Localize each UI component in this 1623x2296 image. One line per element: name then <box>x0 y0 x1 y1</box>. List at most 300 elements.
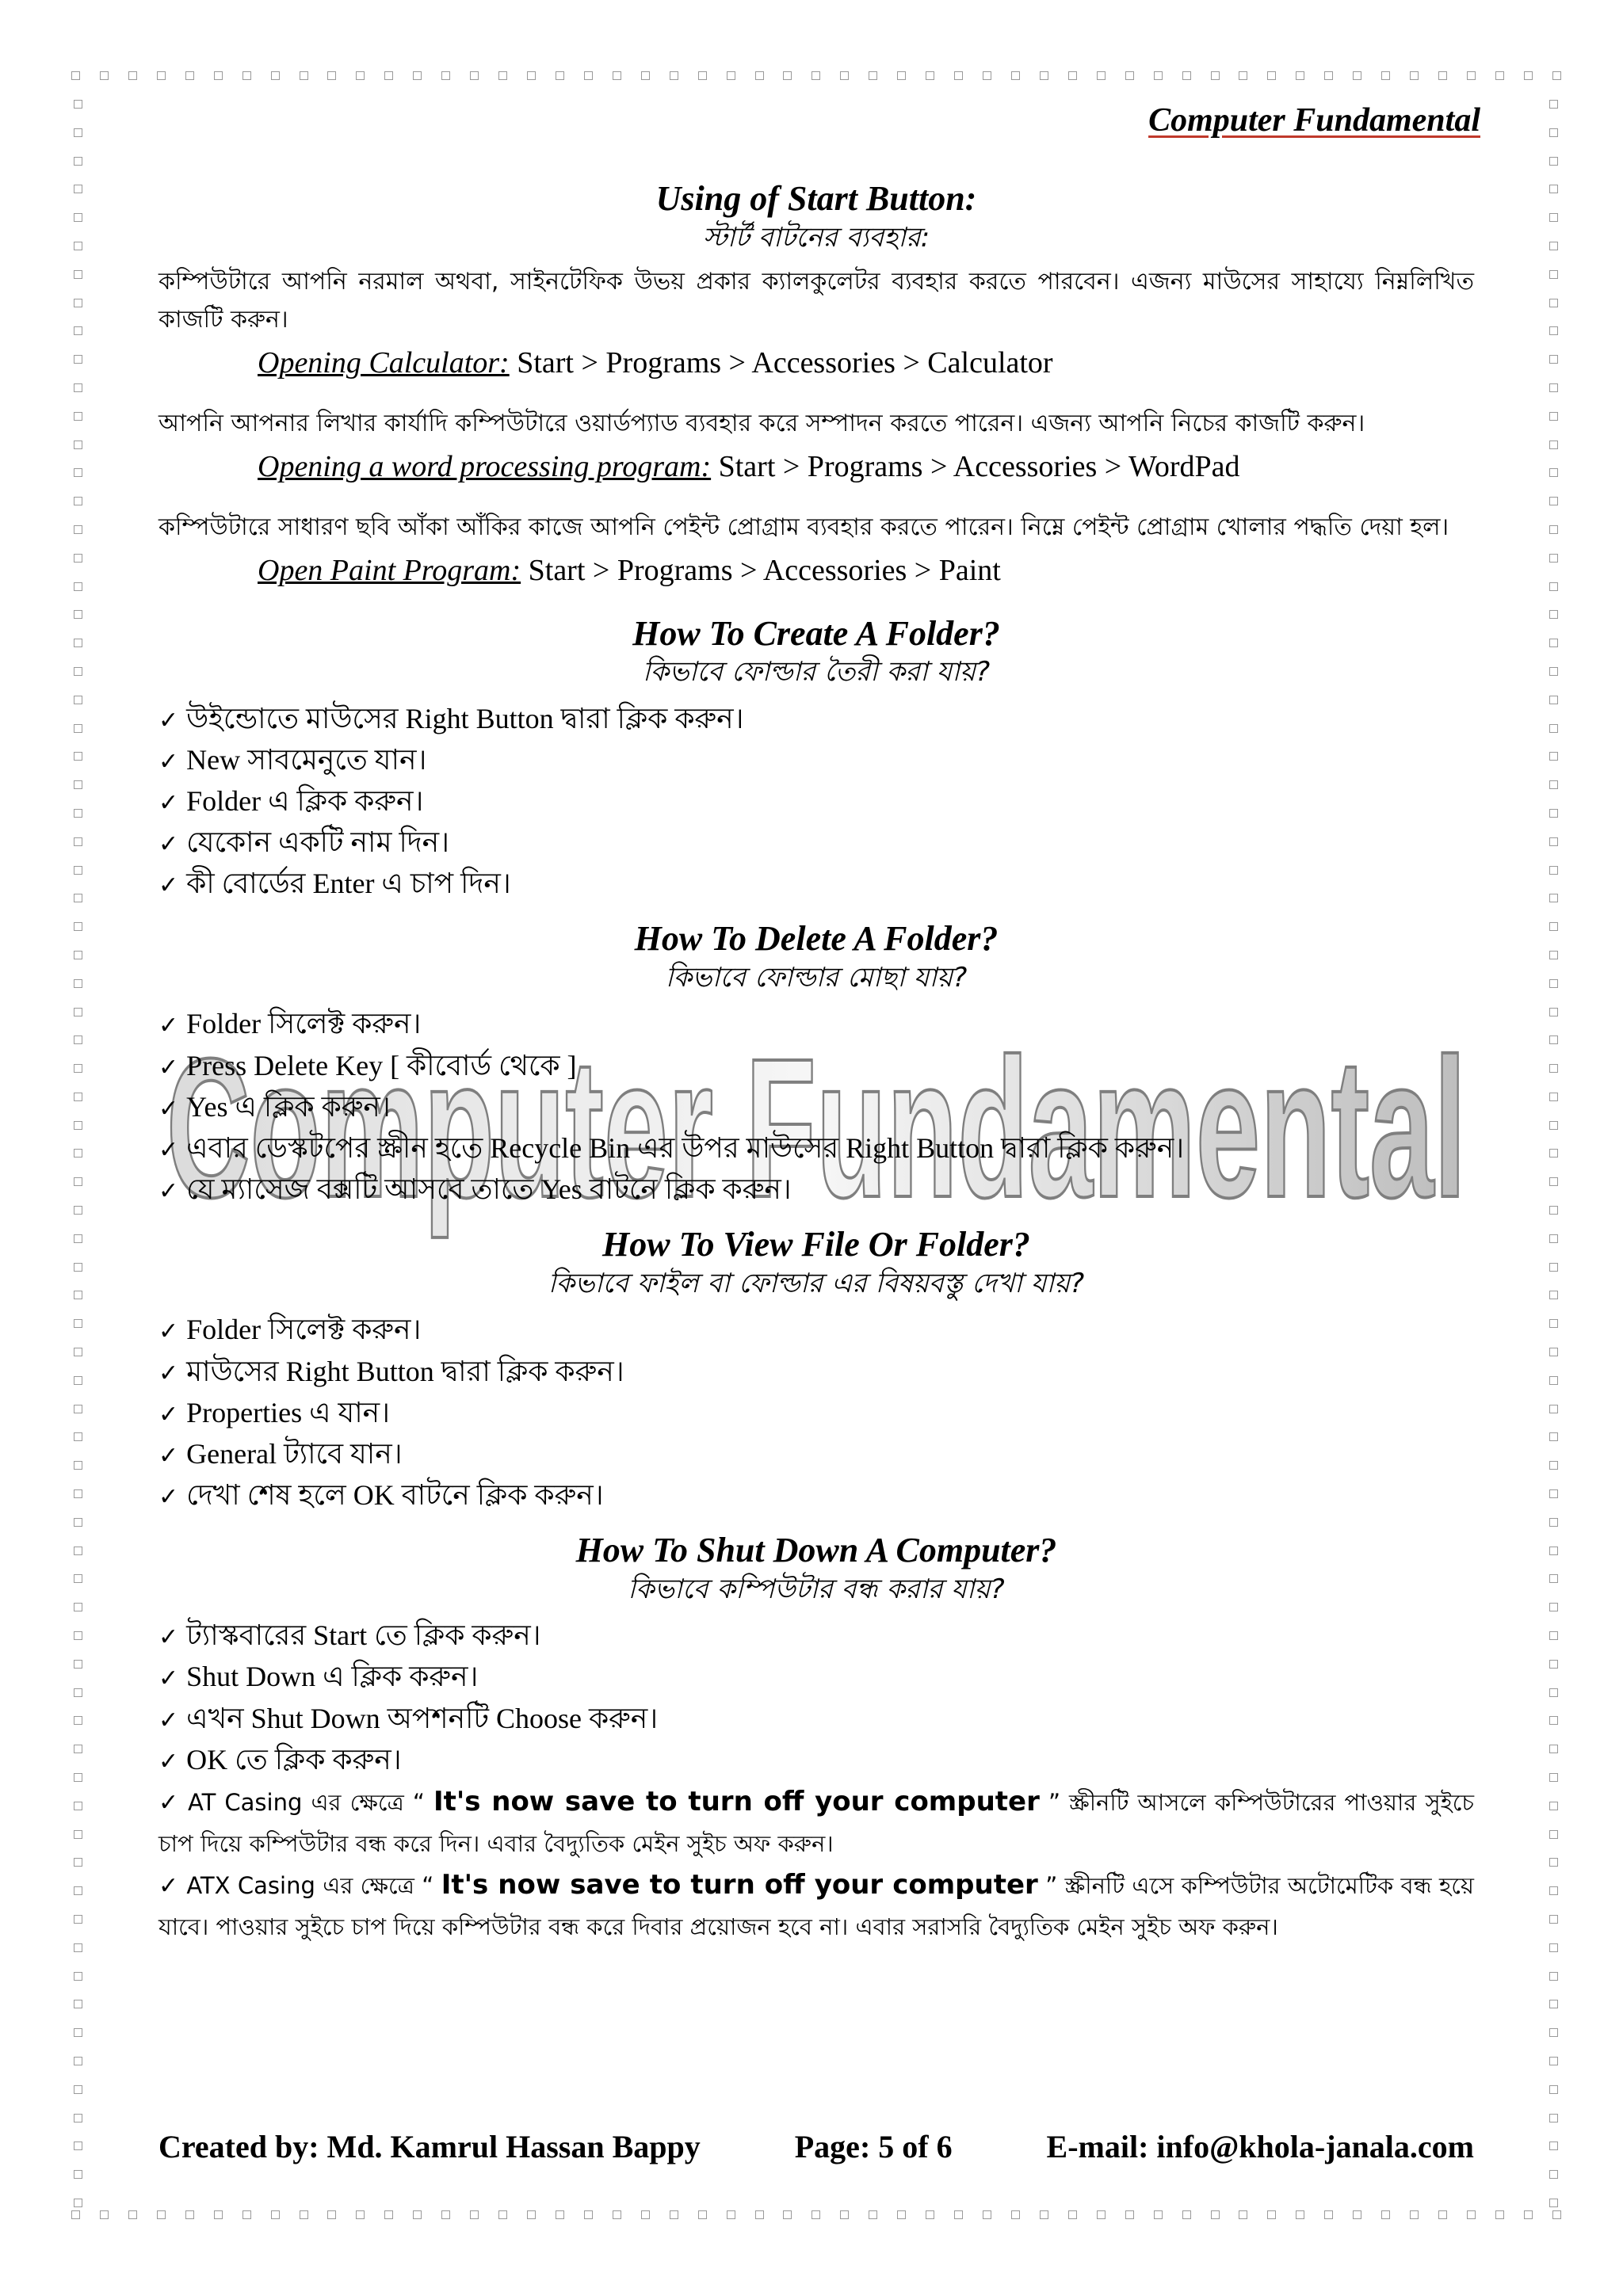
border-square <box>1438 2210 1447 2219</box>
border-square <box>1549 1008 1558 1016</box>
border-square <box>242 71 251 80</box>
border-square <box>1549 1432 1558 1441</box>
border-square <box>1182 2210 1191 2219</box>
border-square <box>1182 71 1191 80</box>
border-square <box>1549 809 1558 818</box>
border-square <box>926 71 934 80</box>
border-square <box>74 1915 82 1924</box>
border-square <box>1097 71 1106 80</box>
list-item: ✓ যেকোন একটি নাম দিন। <box>158 826 450 859</box>
border-square <box>74 497 82 505</box>
border-square <box>1549 412 1558 421</box>
list-item: ✓ Folder সিলেক্ট করুন। <box>158 1008 422 1040</box>
calculator-path-label: Opening Calculator: <box>258 345 510 379</box>
border-square <box>74 383 82 392</box>
border-square <box>128 71 137 80</box>
border-square <box>128 2210 137 2219</box>
border-square <box>74 1802 82 1810</box>
view-folder-title-bn: কিভাবে ফাইল বা ফোল্ডার এর বিষয়বস্তু দেখা যায়? <box>548 1268 1085 1300</box>
border-square <box>1549 696 1558 704</box>
page-border-right <box>1549 100 1560 2207</box>
border-square <box>74 157 82 166</box>
at-casing-message: It's now save to turn off your computer <box>433 1786 1040 1818</box>
border-square <box>1524 2210 1533 2219</box>
border-square <box>356 71 365 80</box>
border-square <box>74 2028 82 2037</box>
border-square <box>983 2210 991 2219</box>
list-item: ✓ উইন্ডোতে মাউসের Right Button দ্বারা ক্লিক করুন। <box>158 702 744 734</box>
check-icon: ✓ <box>158 1094 179 1123</box>
border-square <box>1549 2114 1558 2122</box>
border-square <box>556 71 564 80</box>
border-square <box>413 71 422 80</box>
border-square <box>74 2000 82 2008</box>
border-square <box>74 1660 82 1669</box>
border-square <box>1524 71 1533 80</box>
border-square <box>74 582 82 591</box>
check-icon: ✓ <box>158 788 179 817</box>
border-square <box>983 71 991 80</box>
border-square <box>74 2199 82 2207</box>
border-square <box>74 1348 82 1356</box>
border-square <box>214 71 223 80</box>
atx-casing-item <box>158 1863 1474 1946</box>
border-square <box>74 1121 82 1130</box>
border-square <box>527 2210 536 2219</box>
atx-casing-prefix: ATX Casing এর ক্ষেত্রে “ <box>186 1871 441 1899</box>
create-folder-title-bn: কিভাবে ফোল্ডার তৈরী করা যায়? <box>642 656 991 688</box>
border-square <box>300 71 308 80</box>
border-square <box>1549 2057 1558 2065</box>
check-icon: ✓ <box>158 1359 179 1387</box>
border-square <box>74 1745 82 1753</box>
border-square <box>74 270 82 279</box>
border-square <box>74 1773 82 1782</box>
border-square <box>783 71 792 80</box>
border-square <box>1267 71 1276 80</box>
border-square <box>869 71 877 80</box>
border-square <box>1549 1348 1558 1356</box>
check-icon: ✓ <box>158 830 179 859</box>
border-square <box>1549 326 1558 335</box>
list-item: ✓ General ট্যাবে যান। <box>158 1437 403 1470</box>
border-square <box>1495 2210 1504 2219</box>
border-square <box>1068 2210 1077 2219</box>
border-square <box>1552 71 1561 80</box>
border-square <box>1549 837 1558 846</box>
border-square <box>1549 100 1558 109</box>
border-square <box>1549 2000 1558 2008</box>
border-square <box>1549 2199 1558 2207</box>
check-icon: ✓ <box>158 1483 179 1512</box>
border-square <box>356 2210 365 2219</box>
border-square <box>1068 71 1077 80</box>
border-square <box>74 1008 82 1016</box>
check-icon: ✓ <box>158 1318 179 1346</box>
border-square <box>74 1177 82 1186</box>
border-square <box>1549 1263 1558 1272</box>
border-square <box>1467 2210 1476 2219</box>
border-square <box>783 2210 792 2219</box>
check-icon: ✓ <box>158 706 179 734</box>
border-square <box>1549 2028 1558 2037</box>
border-square <box>897 2210 906 2219</box>
list-item: ✓ Properties এ যান। <box>158 1396 391 1428</box>
border-square <box>1549 1631 1558 1640</box>
check-icon: ✓ <box>158 1136 179 1165</box>
header-title: Computer Fundamental <box>1148 102 1480 139</box>
border-square <box>74 1461 82 1470</box>
border-square <box>1549 1886 1558 1895</box>
border-square <box>613 71 621 80</box>
check-icon: ✓ <box>158 1665 179 1693</box>
shutdown-section <box>158 1530 1474 1946</box>
border-square <box>1549 554 1558 563</box>
check-icon: ✓ <box>158 1012 179 1040</box>
border-square <box>74 355 82 364</box>
border-square <box>74 780 82 789</box>
border-square <box>441 2210 450 2219</box>
border-square <box>1296 2210 1304 2219</box>
border-square <box>74 128 82 137</box>
shutdown-steps <box>158 1615 1474 1946</box>
border-square <box>74 412 82 421</box>
border-square <box>470 71 479 80</box>
border-square <box>1097 2210 1106 2219</box>
page-border-bottom <box>71 2210 1561 2222</box>
footer-page-number: Page: 5 of 6 <box>794 2129 953 2164</box>
border-square <box>670 71 678 80</box>
border-square <box>1549 1972 1558 1981</box>
border-square <box>74 1830 82 1839</box>
paint-path <box>258 550 1474 592</box>
delete-folder-steps <box>158 1003 1474 1210</box>
border-square <box>384 2210 393 2219</box>
list-item: ✓ দেখা শেষ হলে OK বাটনে ক্লিক করুন। <box>158 1479 604 1512</box>
list-item: ✓ OK তে ক্লিক করুন। <box>158 1743 402 1775</box>
border-square <box>74 752 82 761</box>
footer-author: Created by: Md. Kamrul Hassan Bappy <box>158 2129 701 2164</box>
border-square <box>1040 71 1048 80</box>
border-square <box>74 724 82 733</box>
calculator-path-value: Start > Programs > Accessories > Calculator <box>517 345 1053 379</box>
border-square <box>74 1489 82 1498</box>
border-square <box>1154 2210 1163 2219</box>
border-square <box>74 525 82 534</box>
border-square <box>1549 1830 1558 1839</box>
check-icon: ✓ <box>158 1623 179 1652</box>
border-square <box>470 2210 479 2219</box>
create-folder-section <box>158 613 1474 905</box>
border-square <box>954 2210 963 2219</box>
border-square <box>1549 1206 1558 1215</box>
border-square <box>100 71 109 80</box>
border-square <box>755 71 764 80</box>
border-square <box>271 71 280 80</box>
border-square <box>1549 1547 1558 1555</box>
border-square <box>327 71 336 80</box>
check-icon: ✓ <box>158 747 179 776</box>
atx-casing-suffix: ” স্ক্রীনটি এসে কম্পিউটার অটোমেটিক বন্ধ হয়ে যাবে। পাওয়ার সুইচে চাপ দিয়ে কম্পিউটার বন্ধ করে দিবার প্রয়োজন হবে না। এবার সরাসরি বৈদ্যুতিক মেইন সুইচ অফ করুন। <box>158 1871 1475 1940</box>
border-square <box>74 1405 82 1413</box>
border-square <box>1011 71 1020 80</box>
border-square <box>1549 1064 1558 1073</box>
border-square <box>1549 2085 1558 2094</box>
list-item: ✓ এখন Shut Down অপশনটি Choose করুন। <box>158 1702 659 1734</box>
view-folder-section <box>158 1224 1474 1516</box>
border-square <box>74 1518 82 1527</box>
border-square <box>441 71 450 80</box>
footer-email: E-mail: info@khola-janala.com <box>1046 2129 1474 2164</box>
border-square <box>1549 2170 1558 2179</box>
border-square <box>1549 1858 1558 1867</box>
border-square <box>74 1574 82 1583</box>
watermark-text: Computer Fundamental <box>166 1017 1466 1238</box>
border-square <box>1549 1177 1558 1186</box>
border-square <box>1549 1574 1558 1583</box>
border-square <box>1549 1093 1558 1101</box>
list-item: ✓ যে ম্যাসেজ বক্সটি আসবে তাতে Yes বাটনে ক্লিক করুন। <box>158 1173 792 1206</box>
list-item: ✓ Shut Down এ ক্লিক করুন। <box>158 1661 479 1693</box>
check-icon: ✓ <box>158 1441 179 1470</box>
border-square <box>74 610 82 619</box>
border-square <box>1495 71 1504 80</box>
check-icon: ✓ <box>158 1706 179 1734</box>
border-square <box>74 1064 82 1073</box>
border-square <box>1549 866 1558 875</box>
border-square <box>1549 157 1558 166</box>
border-square <box>1549 1660 1558 1669</box>
border-square <box>74 639 82 647</box>
border-square <box>74 100 82 109</box>
start-title: Using of Start Button: <box>655 179 977 218</box>
create-folder-steps <box>158 698 1474 905</box>
border-square <box>74 1943 82 1952</box>
list-item: ✓ কী বোর্ডের Enter এ চাপ দিন। <box>158 868 511 900</box>
border-square <box>727 71 735 80</box>
border-square <box>840 71 849 80</box>
border-square <box>1549 185 1558 193</box>
border-square <box>812 2210 820 2219</box>
border-square <box>1549 1773 1558 1782</box>
border-square <box>74 1972 82 1981</box>
border-square <box>74 2142 82 2150</box>
border-square <box>1296 71 1304 80</box>
border-square <box>1125 2210 1134 2219</box>
border-square <box>1549 468 1558 477</box>
border-square <box>74 667 82 676</box>
border-square <box>185 71 194 80</box>
border-square <box>1549 1802 1558 1810</box>
border-square <box>1549 1149 1558 1158</box>
border-square <box>300 2210 308 2219</box>
border-square <box>74 1688 82 1697</box>
border-square <box>1353 71 1361 80</box>
border-square <box>1549 1121 1558 1130</box>
border-square <box>74 1234 82 1243</box>
border-square <box>74 1631 82 1640</box>
border-square <box>584 2210 593 2219</box>
border-square <box>1549 1688 1558 1697</box>
border-square <box>727 2210 735 2219</box>
border-square <box>1549 979 1558 988</box>
view-folder-steps <box>158 1309 1474 1516</box>
border-square <box>1467 71 1476 80</box>
border-square <box>1549 441 1558 449</box>
wordpad-path-value: Start > Programs > Accessories > WordPad <box>718 450 1240 484</box>
border-square <box>1549 128 1558 137</box>
border-square <box>1549 1489 1558 1498</box>
border-square <box>74 213 82 222</box>
border-square <box>1549 639 1558 647</box>
border-square <box>812 71 820 80</box>
shutdown-title: How To Shut Down A Computer? <box>575 1531 1057 1570</box>
border-square <box>1549 1716 1558 1725</box>
border-square <box>1381 2210 1390 2219</box>
border-square <box>74 979 82 988</box>
border-square <box>74 1886 82 1895</box>
border-square <box>1549 1603 1558 1611</box>
border-square <box>498 71 507 80</box>
border-square <box>74 894 82 902</box>
border-square <box>527 71 536 80</box>
check-icon: ✓ <box>158 1789 181 1817</box>
border-square <box>641 2210 650 2219</box>
list-item: ✓ Yes এ ক্লিক করুন। <box>158 1090 391 1123</box>
border-square <box>100 2210 109 2219</box>
border-square <box>185 2210 194 2219</box>
border-square <box>1549 2142 1558 2150</box>
border-square <box>74 1291 82 1299</box>
list-item: ✓ Folder সিলেক্ট করুন। <box>158 1314 422 1346</box>
border-square <box>1267 2210 1276 2219</box>
border-square <box>1549 1319 1558 1328</box>
border-square <box>74 1035 82 1044</box>
border-square <box>1549 667 1558 676</box>
border-square <box>613 2210 621 2219</box>
border-square <box>897 71 906 80</box>
check-icon: ✓ <box>158 871 179 900</box>
border-square <box>1549 582 1558 591</box>
shutdown-title-bn: কিভাবে কম্পিউটার বন্ধ করার যায়? <box>628 1573 1005 1606</box>
border-square <box>1410 2210 1419 2219</box>
check-icon: ✓ <box>158 1747 179 1775</box>
border-square <box>74 951 82 959</box>
border-square <box>71 71 80 80</box>
border-square <box>74 837 82 846</box>
border-square <box>1549 922 1558 931</box>
border-square <box>74 1263 82 1272</box>
wordpad-paragraph: আপনি আপনার লিখার কার্যাদি কম্পিউটারে ওয়ার্ডপ্যাড ব্যবহার করে সম্পাদন করতে পারেন। এজন্য আপনি নিচের কাজটি করুন। <box>158 410 1365 438</box>
border-square <box>1549 1291 1558 1299</box>
at-casing-item <box>158 1780 1474 1863</box>
border-square <box>327 2210 336 2219</box>
border-square <box>1438 71 1447 80</box>
border-square <box>1552 2210 1561 2219</box>
check-icon: ✓ <box>158 1177 179 1206</box>
border-square <box>1549 383 1558 392</box>
border-square <box>271 2210 280 2219</box>
border-square <box>1324 71 1333 80</box>
delete-folder-section <box>158 918 1474 1210</box>
border-square <box>1549 951 1558 959</box>
border-square <box>498 2210 507 2219</box>
border-square <box>1549 1405 1558 1413</box>
border-square <box>74 2085 82 2094</box>
border-square <box>74 1603 82 1611</box>
border-square <box>1549 1915 1558 1924</box>
border-square <box>1353 2210 1361 2219</box>
list-item: ✓ Folder এ ক্লিক করুন। <box>158 784 424 817</box>
border-square <box>214 2210 223 2219</box>
calculator-paragraph: কম্পিউটারে আপনি নরমাল অথবা, সাইনটেফিক উভয় প্রকার ক্যালকুলেটর ব্যবহার করতে পারবেন। এজন্য মাউসের সাহায্যে নিম্নলিখিত কাজটি করুন। <box>158 267 1474 334</box>
border-square <box>74 1093 82 1101</box>
border-square <box>1549 1745 1558 1753</box>
border-square <box>74 1206 82 1215</box>
border-square <box>1211 71 1220 80</box>
page-footer <box>158 2128 1474 2165</box>
border-square <box>1239 2210 1247 2219</box>
border-square <box>74 696 82 704</box>
border-square <box>1549 1234 1558 1243</box>
page-content <box>158 178 1474 1960</box>
list-item: ✓ Press Delete Key [ কীবোর্ড থেকে ] <box>158 1049 577 1081</box>
border-square <box>1549 270 1558 279</box>
border-square <box>1549 894 1558 902</box>
border-square <box>1549 752 1558 761</box>
border-square <box>1040 2210 1048 2219</box>
border-square <box>242 2210 251 2219</box>
border-square <box>74 326 82 335</box>
border-square <box>698 2210 707 2219</box>
border-square <box>840 2210 849 2219</box>
at-casing-suffix: ” স্ক্রীনটি আসলে কম্পিউটারের পাওয়ার সুইচে চাপ দিয়ে কম্পিউটার বন্ধ করে দিন। এবার বৈদ্যুতিক মেইন সুইচ অফ করুন। <box>158 1789 1475 1858</box>
border-square <box>74 441 82 449</box>
border-square <box>74 809 82 818</box>
border-square <box>74 1149 82 1158</box>
start-section <box>158 178 1474 593</box>
border-square <box>1549 355 1558 364</box>
paint-path-label: Open Paint Program: <box>258 554 521 588</box>
border-square <box>74 2170 82 2179</box>
border-square <box>74 866 82 875</box>
delete-folder-title-bn: কিভাবে ফোল্ডার মোছা যায়? <box>665 962 968 994</box>
list-item: ✓ এবার ডেস্কটপের স্ক্রীন হতে Recycle Bin এর উপর মাউসের Right Button দ্বারা ক্লিক করুন। <box>158 1132 1185 1165</box>
border-square <box>157 71 166 80</box>
border-square <box>1549 1518 1558 1527</box>
start-title-bn: স্টার্ট বাটনের ব্যবহার: <box>702 221 930 254</box>
border-square <box>1549 299 1558 307</box>
border-square <box>1549 1943 1558 1952</box>
border-square <box>1549 525 1558 534</box>
border-square <box>584 71 593 80</box>
border-square <box>74 185 82 193</box>
border-square <box>74 2057 82 2065</box>
border-square <box>556 2210 564 2219</box>
border-square <box>926 2210 934 2219</box>
at-casing-prefix: AT Casing এর ক্ষেত্রে “ <box>188 1789 433 1817</box>
border-square <box>74 1319 82 1328</box>
border-square <box>74 1376 82 1385</box>
check-icon: ✓ <box>158 1871 179 1900</box>
wordpad-path <box>258 446 1474 488</box>
list-item: ✓ New সাবমেনুতে যান। <box>158 743 427 776</box>
atx-casing-message: It's now save to turn off your computer <box>441 1868 1038 1901</box>
list-item: ✓ ট্যাস্কবারের Start তে ক্লিক করুন। <box>158 1619 541 1652</box>
border-square <box>1549 242 1558 250</box>
border-square <box>698 71 707 80</box>
border-square <box>74 1858 82 1867</box>
